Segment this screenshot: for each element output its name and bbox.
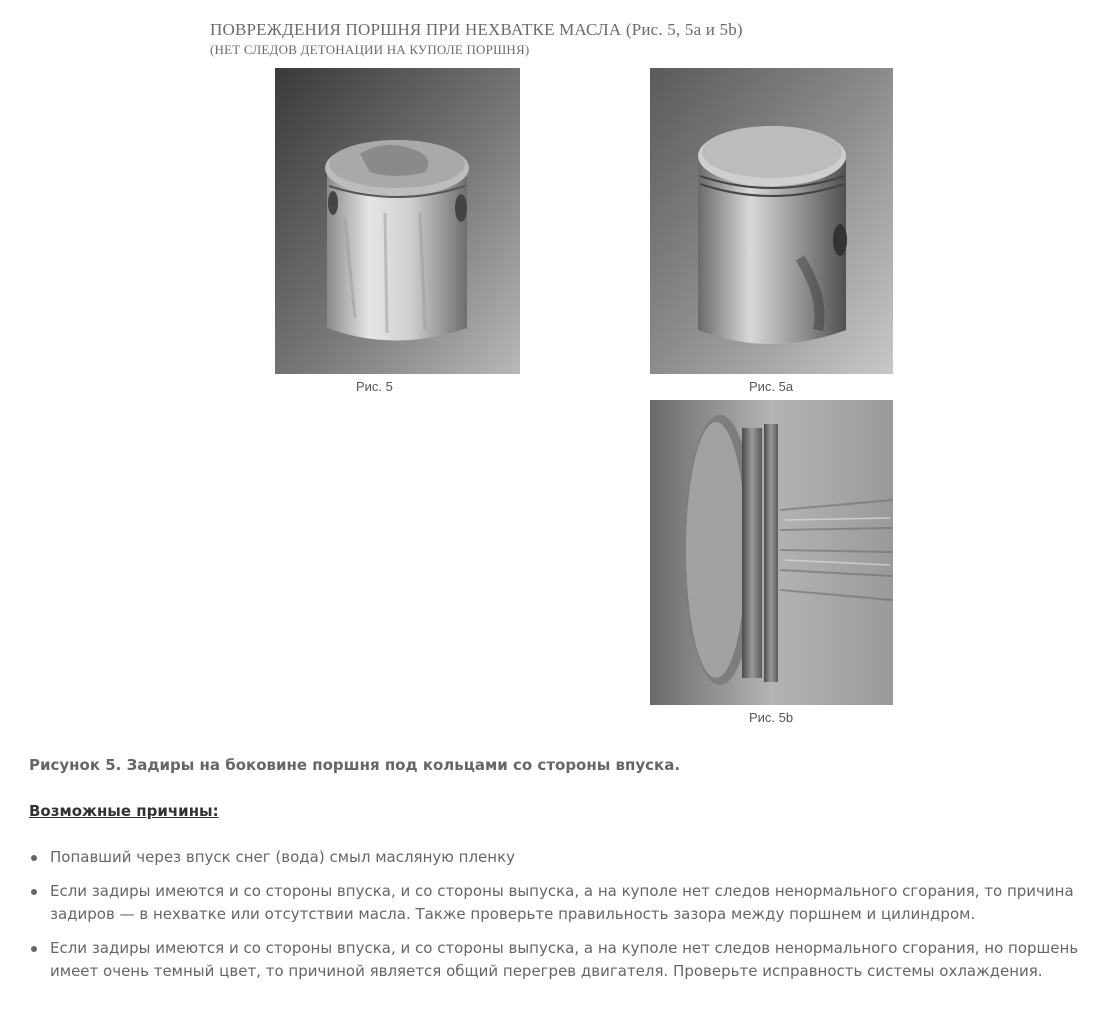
figure-caption: Рисунок 5. Задиры на боковине поршня под кольцами со стороны впуска. <box>29 756 681 774</box>
causes-list <box>29 846 1084 994</box>
list-item <box>29 846 1084 869</box>
bullet-icon <box>31 855 37 861</box>
list-item <box>29 937 1084 983</box>
figure-label-fig5: Рис. 5 <box>356 379 393 394</box>
list-item-text: Попавший через впуск снег (вода) смыл масляную пленку <box>50 848 516 866</box>
list-item-text: Если задиры имеются и со стороны впуска, и со стороны выпуска, а на куполе нет следов ненормального сгорания, то причина задиров — в нехватке или отсутствии масла. Также проверьте правильность зазора между поршнем и цилиндром. <box>50 882 1074 923</box>
scan-title: ПОВРЕЖДЕНИЯ ПОРШНЯ ПРИ НЕХВАТКЕ МАСЛА (Рис. 5, 5а и 5b) <box>210 20 743 39</box>
figure-label-fig5a: Рис. 5а <box>749 379 794 394</box>
piston-photo-fig5a <box>650 68 893 374</box>
bullet-icon <box>31 946 37 952</box>
piston-photo-fig5b <box>650 400 893 705</box>
causes-heading: Возможные причины: <box>29 802 219 820</box>
figure-label-fig5b: Рис. 5b <box>749 710 794 725</box>
list-item-text: Если задиры имеются и со стороны впуска, и со стороны выпуска, а на куполе нет следов ненормального сгорания, но поршень имеет очень темный цвет, то причиной является общий перегрев двигателя. Проверьте исправность системы охлаждения. <box>50 939 1079 980</box>
list-item <box>29 880 1084 926</box>
bullet-icon <box>31 889 37 895</box>
scan-subtitle: (НЕТ СЛЕДОВ ДЕТОНАЦИИ НА КУПОЛЕ ПОРШНЯ) <box>210 42 530 57</box>
piston-photo-fig5 <box>275 68 520 374</box>
